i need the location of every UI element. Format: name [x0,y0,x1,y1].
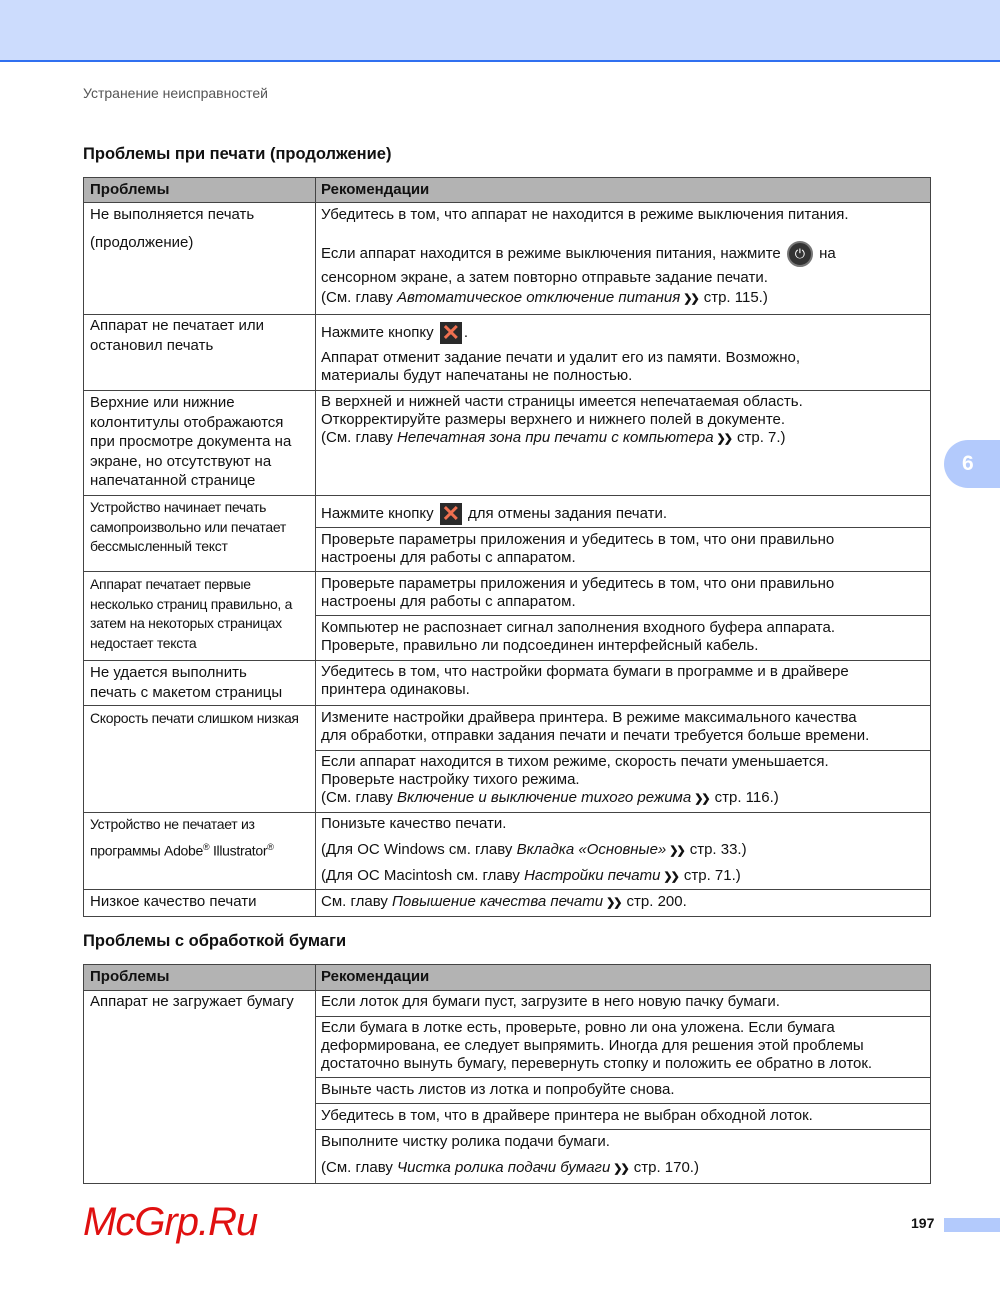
problem-line: самопроизвольно или печатает [90,518,286,535]
registered-mark: ® [267,842,274,852]
stop-cancel-button-icon: ✕ [441,320,461,345]
text: на [814,244,836,262]
recommendation-line [321,1133,610,1151]
chapter-link[interactable]: Непечатная зона при печати с компьютера [397,429,714,446]
text: настроены для работы с аппаратом. [321,593,576,610]
problem-line: недостает текста [90,634,197,651]
sub-row-divider [316,1016,930,1017]
text: Нажмите кнопку [321,504,438,522]
row-divider [84,390,930,391]
sub-row-divider [316,750,930,751]
problem-text [90,815,255,833]
problem-text [90,498,286,557]
problem-line: напечатанной странице [90,472,256,489]
power-button-icon: ⏻ [787,241,813,267]
recommendation-line [321,367,800,385]
problem-text [90,206,254,224]
recommendation-text [321,1107,813,1125]
text: Измените настройки драйвера принтера. В режиме максимального качества [321,709,857,726]
recommendation-line [321,267,836,289]
recommendation-line [321,549,834,567]
problem-line: Не удается выполнить [90,664,247,681]
problem-line: остановил печать [90,337,214,354]
problem-line: Верхние или нижние [90,394,235,411]
recommendation-text [321,753,829,808]
recommendation-line [321,575,834,593]
problem-line: колонтитулы отображаются [90,413,284,431]
text: деформирована, ее следует выпрямить. Иногда для решения этой проблемы [321,1037,864,1054]
recommendation-text [321,619,835,655]
recommendation-line [321,867,741,886]
text: стр. 170.) [633,1159,699,1176]
recommendation-line [321,593,834,611]
problem-line [90,838,274,860]
column-header-problems: Проблемы [90,181,170,198]
recommendation-line [321,753,829,771]
text: Если аппарат находится в режиме выключения питания, нажмите [321,244,785,262]
chapter-link[interactable]: Настройки печати [524,867,661,884]
problem-text [90,893,256,911]
text: (См. главу [321,289,398,306]
text: Проверьте параметры приложения и убедитесь в том, что они правильно [321,575,835,592]
chapter-link[interactable]: Чистка ролика подачи бумаги [397,1159,611,1176]
text: (Для ОС Macintosh см. главу [321,867,525,884]
text: Если бумага в лотке есть, проверьте, ровно ли она уложена. Если бумага [321,1019,835,1036]
recommendation-text [321,1159,699,1178]
row-divider [84,812,930,813]
text: Убедитесь в том, что в драйвере принтера не выбран обходной лоток. [321,1107,813,1124]
problem-text [90,993,294,1011]
sub-row-divider [316,1103,930,1104]
chapter-link[interactable]: Включение и выключение тихого режима [397,789,692,806]
chapter-link[interactable]: Повышение качества печати [392,893,604,910]
double-arrow-icon: ❯❯ [683,293,698,305]
troubleshooting-table [83,964,931,1184]
text: материалы будут напечатаны не полностью. [321,367,633,384]
text: Проверьте параметры приложения и убедитесь в том, что они правильно [321,531,835,548]
text: Если лоток для бумаги пуст, загрузите в него новую пачку бумаги. [321,993,780,1010]
text: . [463,323,468,341]
recommendation-line [321,411,803,429]
recommendation-line [321,993,780,1011]
recommendation-text [321,393,803,448]
recommendation-line [321,429,803,448]
recommendation-text [321,241,836,289]
recommendation-line [321,349,800,367]
double-arrow-icon: ❯❯ [613,1163,628,1175]
recommendation-line [321,322,468,344]
text: Аппарат отменит задание печати и удалит его из памяти. Возможно, [321,349,801,366]
text: См. главу [321,893,393,910]
recommendation-line [321,815,506,833]
recommendation-text [321,993,780,1011]
recommendation-line [321,681,849,699]
problem-text [90,709,299,727]
recommendation-line [321,727,869,745]
problem-text [90,838,274,860]
double-arrow-icon: ❯❯ [669,845,684,857]
registered-mark: ® [203,842,210,852]
recommendation-text [321,575,834,611]
text: стр. 33.) [689,841,747,858]
problem-line: Не выполняется печать [90,206,255,223]
problem-line: при просмотре документа на [90,433,292,450]
column-header-recommendations: Рекомендации [321,181,430,198]
recommendation-line [321,663,849,681]
text: Проверьте настройку тихого режима. [321,771,580,788]
recommendation-text [321,867,741,886]
text: Убедитесь в том, что настройки формата бумаги в программе и в драйвере [321,663,849,680]
text: стр. 7.) [736,429,786,446]
watermark-logo: McGrp.Ru [83,1200,258,1244]
recommendation-line [321,619,835,637]
recommendation-line [321,637,835,655]
problem-line: Аппарат не загружает бумагу [90,993,294,1010]
recommendation-line [321,1019,872,1037]
table-header [84,965,930,991]
row-divider [84,705,930,706]
recommendation-line [321,503,667,525]
recommendation-line [321,206,849,224]
recommendation-line [321,893,687,912]
problem-line: экране, но отсутствуют на [90,452,272,470]
text: принтера одинаковы. [321,681,470,698]
column-header-problems: Проблемы [90,968,170,985]
text: (См. главу [321,789,398,806]
problem-line: Скорость печати слишком низкая [90,710,299,726]
double-arrow-icon: ❯❯ [716,433,731,445]
section-title: Проблемы с обработкой бумаги [83,932,347,950]
page-number-bar [944,1218,1000,1232]
row-divider [84,571,930,572]
double-arrow-icon: ❯❯ [663,871,678,883]
recommendation-line [321,289,768,308]
page-number: 197 [911,1215,935,1231]
text: настроены для работы с аппаратом. [321,549,576,566]
recommendation-line [321,1107,813,1125]
problem-line: Аппарат не печатает или [90,317,265,334]
problem-text [90,575,292,653]
text: (См. главу [321,429,398,446]
recommendation-text [321,893,687,912]
recommendation-text [321,503,667,525]
sub-row-divider [316,527,930,528]
text: Проверьте, правильно ли подсоединен интерфейсный кабель. [321,637,759,654]
chapter-link[interactable]: Вкладка «Основные» [516,841,667,858]
recommendation-line [321,1055,872,1073]
recommendation-line [321,1159,699,1178]
text: Убедитесь в том, что аппарат не находится в режиме выключения питания. [321,206,849,223]
recommendation-text [321,1019,872,1073]
problem-text [90,316,264,356]
text: (Для ОС Windows см. главу [321,841,517,858]
row-divider [84,889,930,890]
recommendation-text [321,289,768,308]
problem-line: Устройство начинает печать [90,499,267,515]
text: сенсорном экране, а затем повторно отправьте задание печати. [321,269,768,286]
text: Нажмите кнопку [321,323,438,341]
text: В верхней и нижней части страницы имеется непечатаемая область. [321,393,803,410]
chapter-link[interactable]: Автоматическое отключение питания [397,289,681,306]
column-divider [315,965,316,1183]
recommendation-text [321,841,747,860]
text: Компьютер не распознает сигнал заполнения входного буфера аппарата. [321,619,836,636]
column-header-recommendations: Рекомендации [321,968,430,985]
recommendation-text [321,663,849,699]
text: стр. 71.) [683,867,741,884]
problem-line: Аппарат печатает первые [90,576,251,592]
text: Illustrator [209,842,268,859]
recommendation-text [321,322,468,344]
recommendation-line [321,1081,674,1099]
text: Выполните чистку ролика подачи бумаги. [321,1133,610,1150]
text: Понизьте качество печати. [321,815,507,832]
recommendation-text [321,815,506,833]
recommendation-line [321,789,829,808]
double-arrow-icon: ❯❯ [606,897,621,909]
text: стр. 116.) [714,789,779,806]
header-band [0,0,1000,62]
section-title: Проблемы при печати (продолжение) [83,145,392,163]
text: достаточно вынуть бумагу, перевернуть стопку и положить ее обратно в лоток. [321,1055,873,1072]
text: Выньте часть листов из лотка и попробуйте снова. [321,1081,675,1098]
problem-line: несколько страниц правильно, а [90,595,293,612]
double-arrow-icon: ❯❯ [694,793,709,805]
problem-text [90,234,193,252]
text: Откорректируйте размеры верхнего и нижнего полей в документе. [321,411,786,428]
running-header: Устранение неисправностей [83,85,268,101]
problem-line: (продолжение) [90,234,194,251]
problem-text [90,663,282,703]
recommendation-line [321,241,836,267]
recommendation-text [321,1133,610,1151]
recommendation-text [321,709,869,745]
recommendation-text [321,349,800,385]
text: Если аппарат находится в тихом режиме, скорость печати уменьшается. [321,753,829,770]
problem-line: затем на некоторых страницах [90,615,282,631]
recommendation-line [321,531,834,549]
text: программы Adobe [90,842,204,859]
sub-row-divider [316,1077,930,1078]
problem-line: бессмысленный текст [90,538,228,554]
text: для отмены задания печати. [463,504,668,522]
row-divider [84,495,930,496]
text: стр. 115.) [703,289,768,306]
row-divider [84,314,930,315]
recommendation-text [321,1081,674,1099]
recommendation-text [321,206,849,224]
text: стр. 200. [626,893,687,910]
chapter-tab[interactable]: 6 [944,440,1000,488]
problem-line: печать с макетом страницы [90,684,283,701]
stop-cancel-button-icon: ✕ [441,501,461,526]
recommendation-line [321,709,869,727]
table-header [84,178,930,203]
sub-row-divider [316,1129,930,1130]
text: для обработки, отправки задания печати и печати требуется больше времени. [321,727,870,744]
troubleshooting-table [83,177,931,917]
recommendation-line [321,393,803,411]
problem-line: Низкое качество печати [90,893,257,910]
column-divider [315,178,316,916]
recommendation-text [321,531,834,567]
row-divider [84,660,930,661]
problem-line: Устройство не печатает из [90,816,255,832]
problem-text [90,393,291,491]
sub-row-divider [316,615,930,616]
recommendation-line [321,771,829,789]
text: (См. главу [321,1159,398,1176]
recommendation-line [321,841,747,860]
recommendation-line [321,1037,872,1055]
